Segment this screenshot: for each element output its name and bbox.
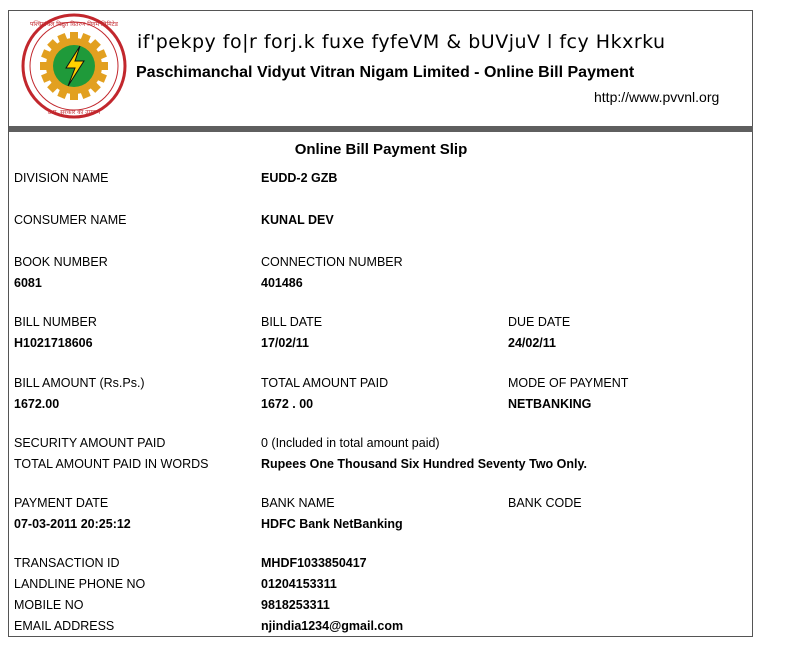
hindi-title: if'pekpy fo|r forj.k fuxe fyfeVM & bUVjuV l fcy Hkxrku	[137, 31, 666, 53]
security-amount-label: SECURITY AMOUNT PAID	[14, 436, 166, 450]
bill-number-value: H1021718606	[14, 336, 93, 350]
connection-number-label: CONNECTION NUMBER	[261, 255, 403, 269]
landline-phone-label: LANDLINE PHONE NO	[14, 577, 146, 591]
logo-text: पश्चिमांचल विद्युत वितरण निगम लिमिटेड	[29, 21, 119, 28]
bill-date-value: 17/02/11	[261, 336, 309, 350]
header-divider	[9, 126, 753, 132]
payment-date-value: 07-03-2011 20:25:12	[14, 517, 131, 531]
division-name-label: DIVISION NAME	[14, 171, 109, 185]
email-address-label: EMAIL ADDRESS	[14, 619, 115, 633]
total-amount-paid-value: 1672 . 00	[261, 397, 314, 411]
due-date-label: DUE DATE	[508, 315, 571, 329]
payment-date-label: PAYMENT DATE	[14, 496, 109, 510]
logo-motto: उ.प्र. सरकार का उपक्रम	[47, 109, 101, 116]
company-name: Paschimanchal Vidyut Vitran Nigam Limited - Online Bill Payment	[136, 64, 635, 81]
book-number-label: BOOK NUMBER	[14, 255, 108, 269]
transaction-id-label: TRANSACTION ID	[14, 556, 120, 570]
amount-in-words-value: Rupees One Thousand Six Hundred Seventy Two Only.	[261, 457, 587, 471]
slip-title: Online Bill Payment Slip	[294, 141, 468, 158]
connection-number-value: 401486	[261, 276, 303, 290]
book-number-value: 6081	[14, 276, 42, 290]
transaction-id-value: MHDF1033850417	[261, 556, 367, 570]
mode-of-payment-label: MODE OF PAYMENT	[508, 376, 629, 390]
consumer-name-value: KUNAL DEV	[261, 213, 334, 227]
consumer-name-label: CONSUMER NAME	[14, 213, 127, 227]
pvvnl-logo	[10, 2, 138, 126]
mobile-no-value: 9818253311	[261, 598, 330, 612]
bank-name-label: BANK NAME	[261, 496, 335, 510]
email-address-value: njindia1234@gmail.com	[261, 619, 404, 633]
security-amount-value: 0 (Included in total amount paid)	[261, 436, 440, 450]
landline-phone-value: 01204153311	[261, 577, 337, 591]
bill-amount-label: BILL AMOUNT (Rs.Ps.)	[14, 376, 145, 390]
bank-code-label: BANK CODE	[508, 496, 582, 510]
amount-in-words-label: TOTAL AMOUNT PAID IN WORDS	[14, 457, 209, 471]
mode-of-payment-value: NETBANKING	[508, 397, 592, 411]
due-date-value: 24/02/11	[508, 336, 556, 350]
division-name-value: EUDD-2 GZB	[261, 171, 338, 185]
bank-name-value: HDFC Bank NetBanking	[261, 517, 403, 531]
mobile-no-label: MOBILE NO	[14, 598, 84, 612]
bill-number-label: BILL NUMBER	[14, 315, 97, 329]
bill-date-label: BILL DATE	[261, 315, 323, 329]
website-url: http://www.pvvnl.org	[594, 89, 720, 105]
bill-amount-value: 1672.00	[14, 397, 60, 411]
total-amount-paid-label: TOTAL AMOUNT PAID	[261, 376, 389, 390]
